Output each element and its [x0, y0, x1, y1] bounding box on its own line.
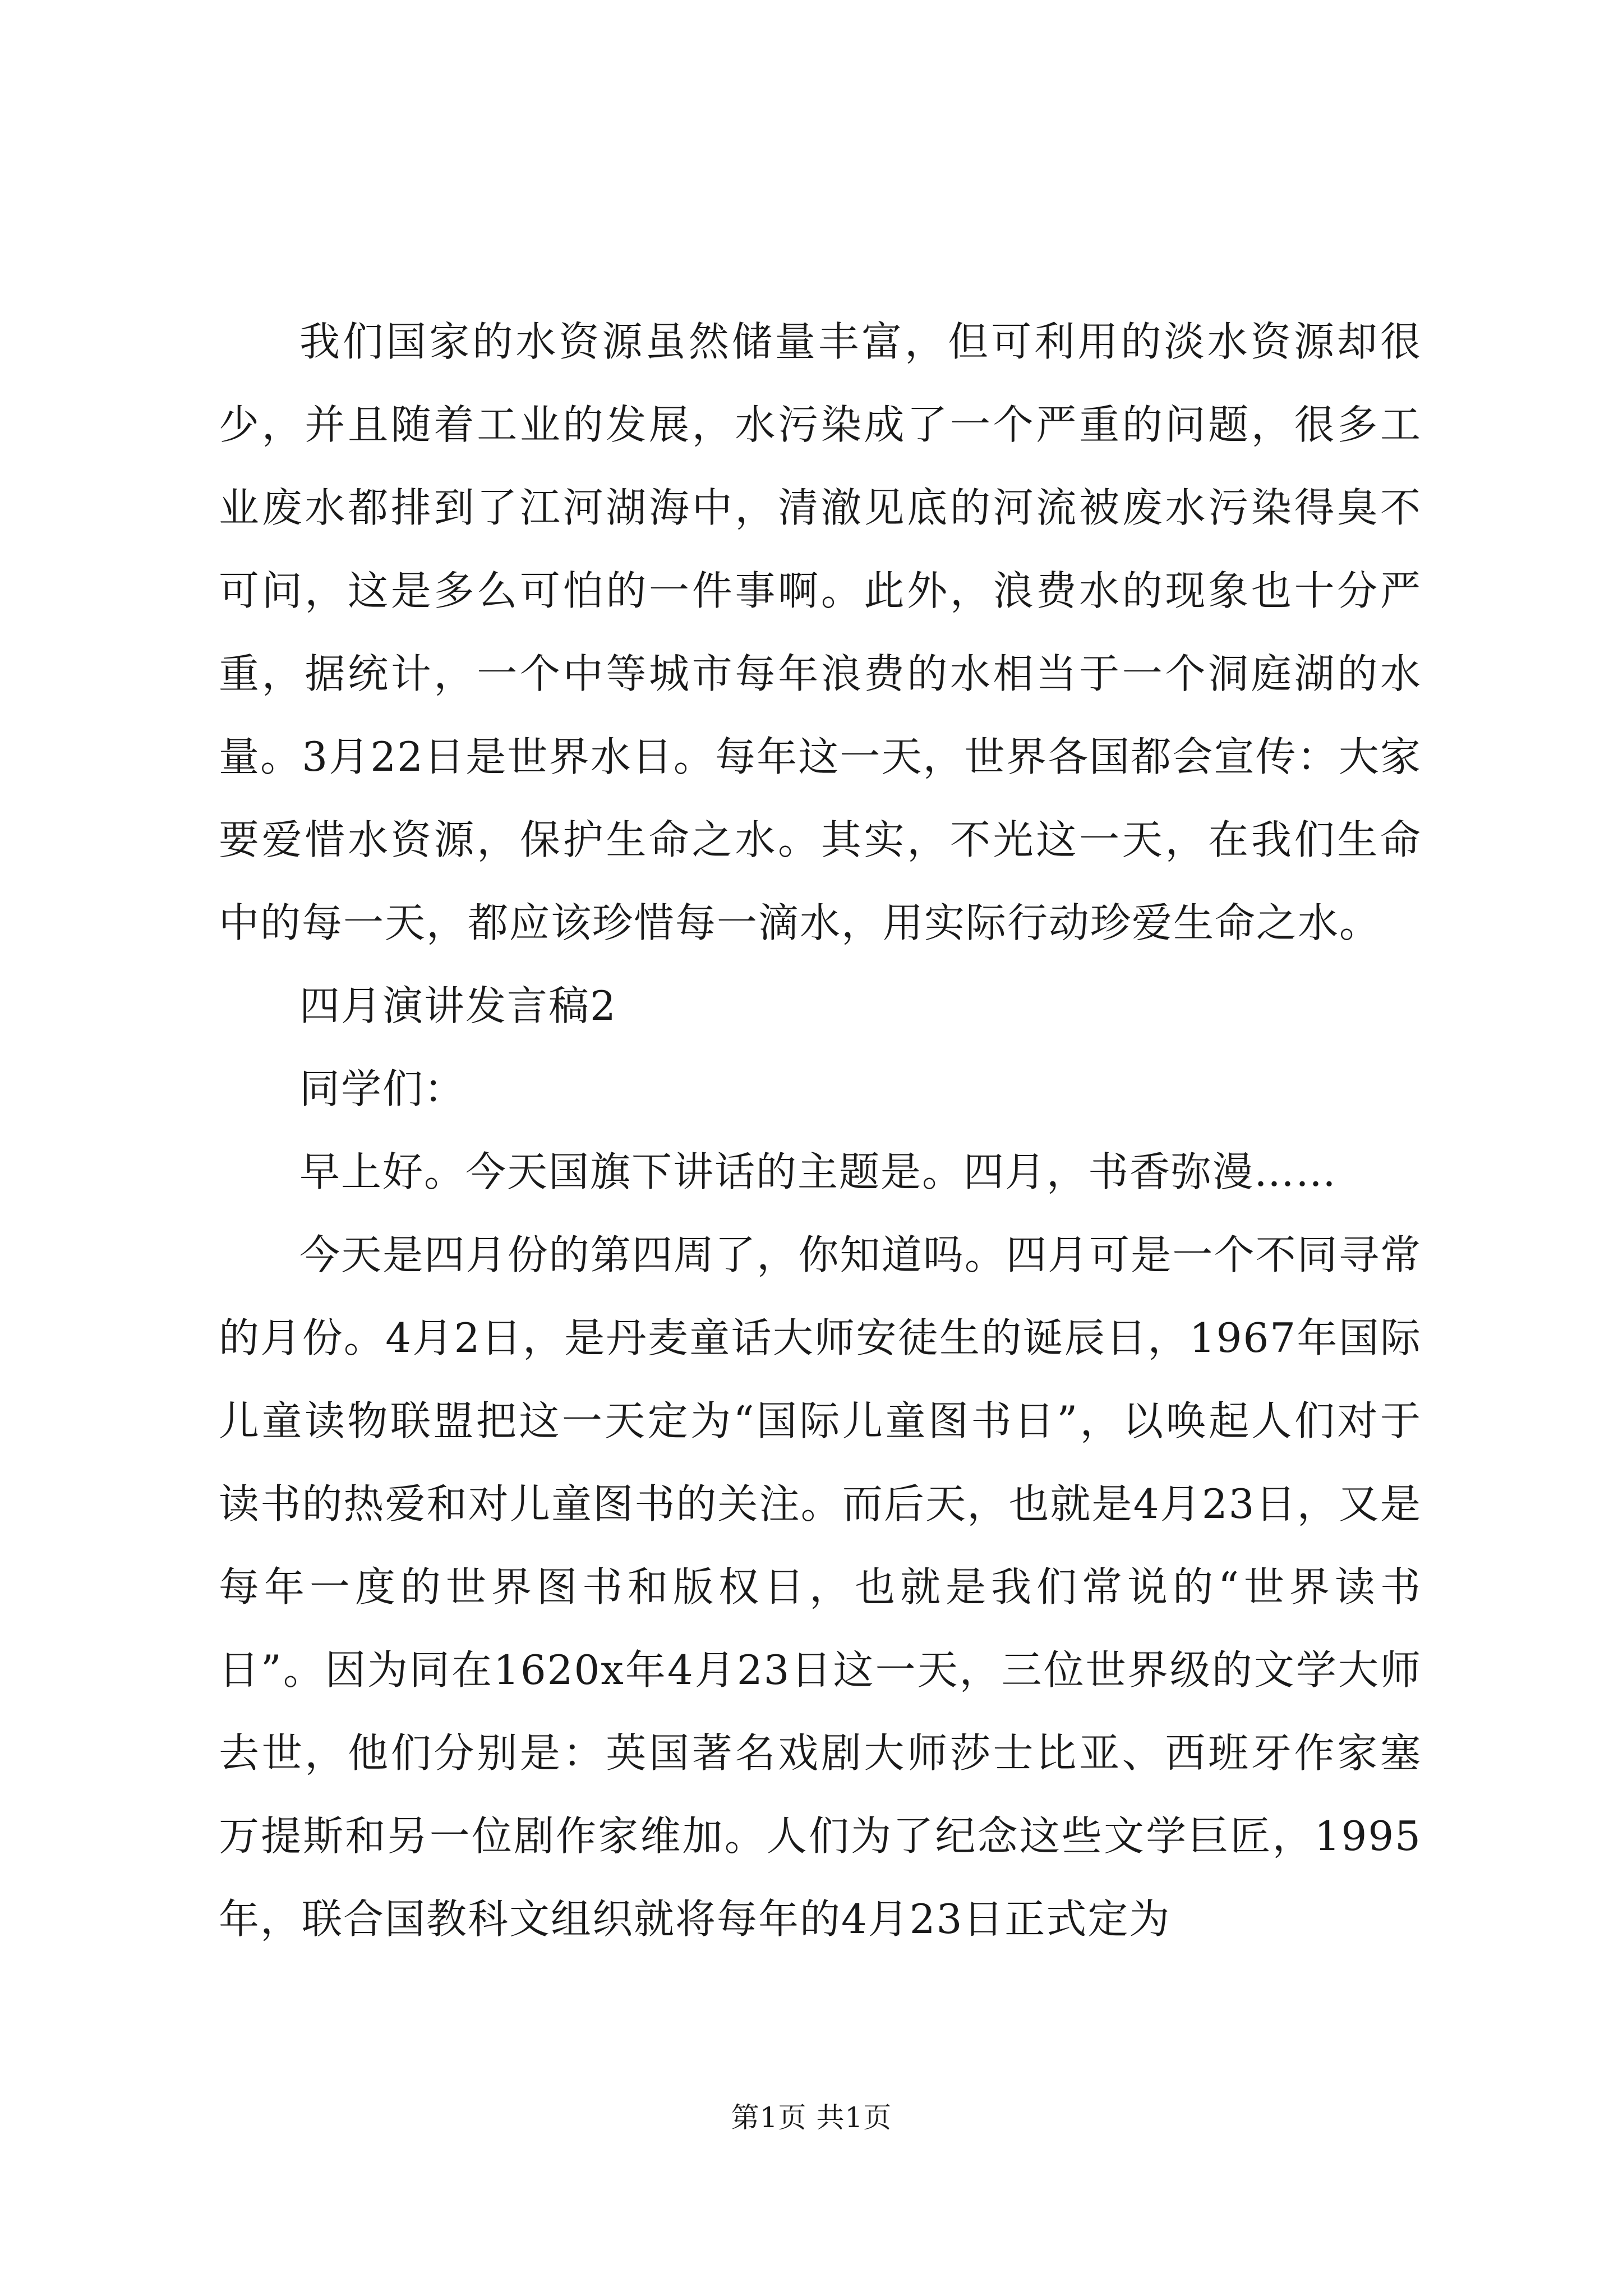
paragraph-water-resources: 我们国家的水资源虽然储量丰富，但可利用的淡水资源却很少，并且随着工业的发展，水污染成了一个严重的问题，很多工业废水都排到了江河湖海中，清澈见底的河流被废水污染得臭不可问，这是多么可怕的一件事啊。此外，浪费水的现象也十分严重，据统计，一个中等城市每年浪费的水相当于一个洞庭湖的水量。3月22日是世界水日。每年这一天，世界各国都会宣传：大家要爱惜水资源，保护生命之水。其实，不光这一天，在我们生命中的每一天，都应该珍惜每一滴水，用实际行动珍爱生命之水。	[219, 318, 1422, 946]
paragraph-world-book-day: 今天是四月份的第四周了，你知道吗。四月可是一个不同寻常的月份。4月2日，是丹麦童话大师安徒生的诞辰日，1967年国际儿童读物联盟把这一天定为“国际儿童图书日”，以唤起人们对于读书的热爱和对儿童图书的关注。而后天，也就是4月23日，又是每年一度的世界图书和版权日，也就是我们常说的“世界读书日”。因为同在1620x年4月23日这一天，三位世界级的文学大师去世，他们分别是：英国著名戏剧大师莎士比亚、西班牙作家塞万提斯和另一位剧作家维加。人们为了纪念这些文学巨匠，1995年，联合国教科文组织就将每年的4月23日正式定为	[219, 1231, 1422, 1943]
paragraph-opening: 早上好。今天国旗下讲话的主题是。四月，书香弥漫……	[299, 1148, 1338, 1195]
page-footer: 第1页 共1页	[731, 2101, 892, 2134]
document-body	[219, 300, 1422, 1961]
speech-title: 四月演讲发言稿2	[299, 982, 617, 1029]
speech-greeting: 同学们：	[299, 1065, 466, 1112]
